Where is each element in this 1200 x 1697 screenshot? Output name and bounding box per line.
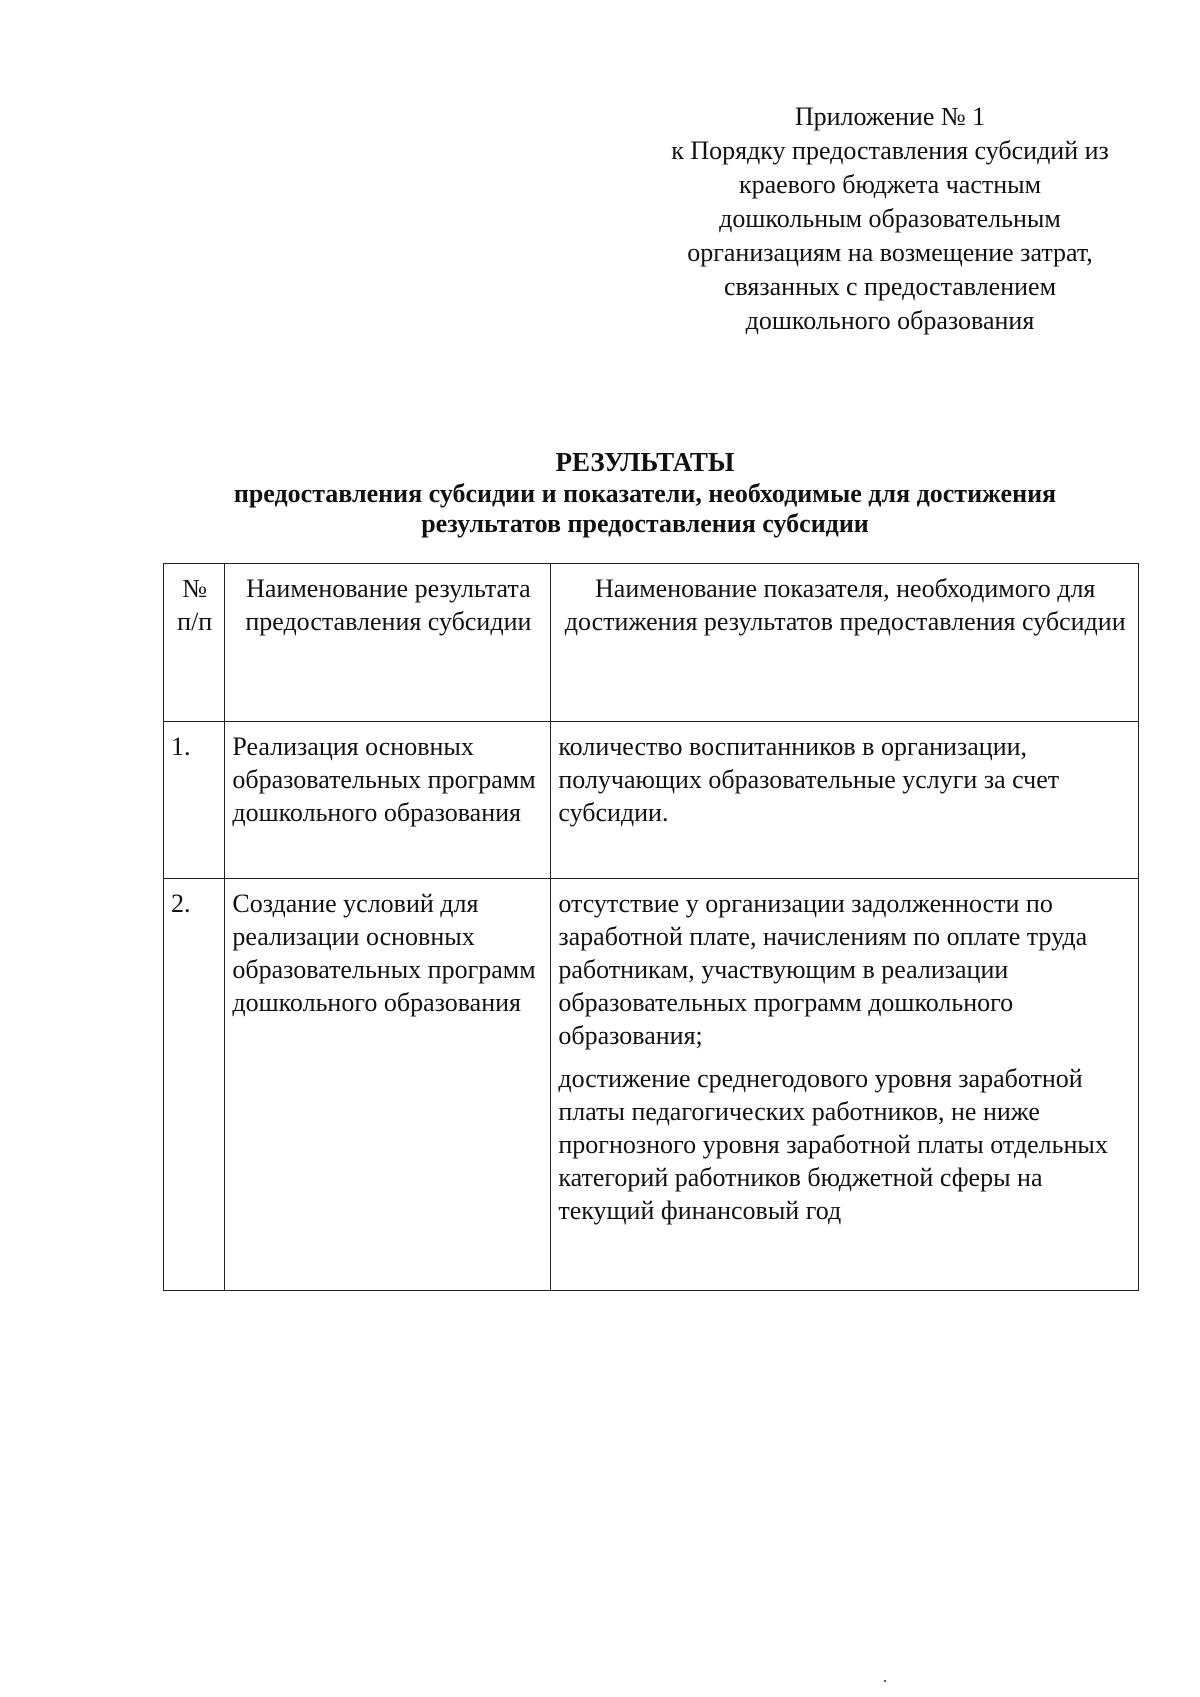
appendix-line-related: связанных с предоставлением xyxy=(723,272,1057,301)
row-1-indicator-1: количество воспитанников в организации, получающих образовательные услуги за счет субсидии. xyxy=(558,732,1060,827)
appendix-line-organizations: организациям на возмещение затрат, xyxy=(687,238,1093,267)
appendix-line-education: дошкольного образования xyxy=(745,306,1035,335)
results-table xyxy=(163,563,1139,1291)
heading-title: РЕЗУЛЬТАТЫ xyxy=(555,447,735,477)
document-heading xyxy=(150,445,1140,539)
row-2-num: 2. xyxy=(164,879,225,1291)
heading-subtitle-line-2: результатов предоставления субсидии xyxy=(421,509,869,538)
row-1-num: 1. xyxy=(164,722,225,879)
appendix-line-order: к Порядку предоставления субсидий из xyxy=(671,136,1109,165)
scan-dot-mark xyxy=(884,1680,886,1682)
row-2-indicator-1: отсутствие у организации задолженности по заработной плате, начислениям по оплате труда работникам, участвующим в реализации образовательных программ дошкольного образования; xyxy=(558,889,1088,1050)
table-row xyxy=(164,879,1139,1291)
appendix-line-budget: краевого бюджета частным xyxy=(738,170,1042,199)
row-1-indicator-cell xyxy=(551,722,1139,879)
row-2-result: Создание условий для реализации основных образовательных программ дошкольного образования xyxy=(225,879,551,1291)
table-header-row xyxy=(164,564,1139,722)
header-num: № п/п xyxy=(164,564,225,722)
row-1-result: Реализация основных образовательных программ дошкольного образования xyxy=(225,722,551,879)
appendix-block xyxy=(640,100,1140,338)
row-2-indicator-cell xyxy=(551,879,1139,1291)
header-indicator: Наименование показателя, необходимого для достижения результатов предоставления субсидии xyxy=(551,564,1139,722)
row-2-indicator-2: достижение среднегодового уровня заработной платы педагогических работников, не ниже прогнозного уровня заработной платы отдельных категорий работников бюджетной сферы на текущий финансовый год xyxy=(558,1064,1108,1225)
appendix-line-number: Приложение № 1 xyxy=(794,102,986,131)
table-row xyxy=(164,722,1139,879)
header-result: Наименование результата предоставления субсидии xyxy=(225,564,551,722)
heading-subtitle-line-1: предоставления субсидии и показатели, необходимые для достижения xyxy=(233,479,1057,508)
appendix-line-preschool: дошкольным образовательным xyxy=(719,204,1061,233)
